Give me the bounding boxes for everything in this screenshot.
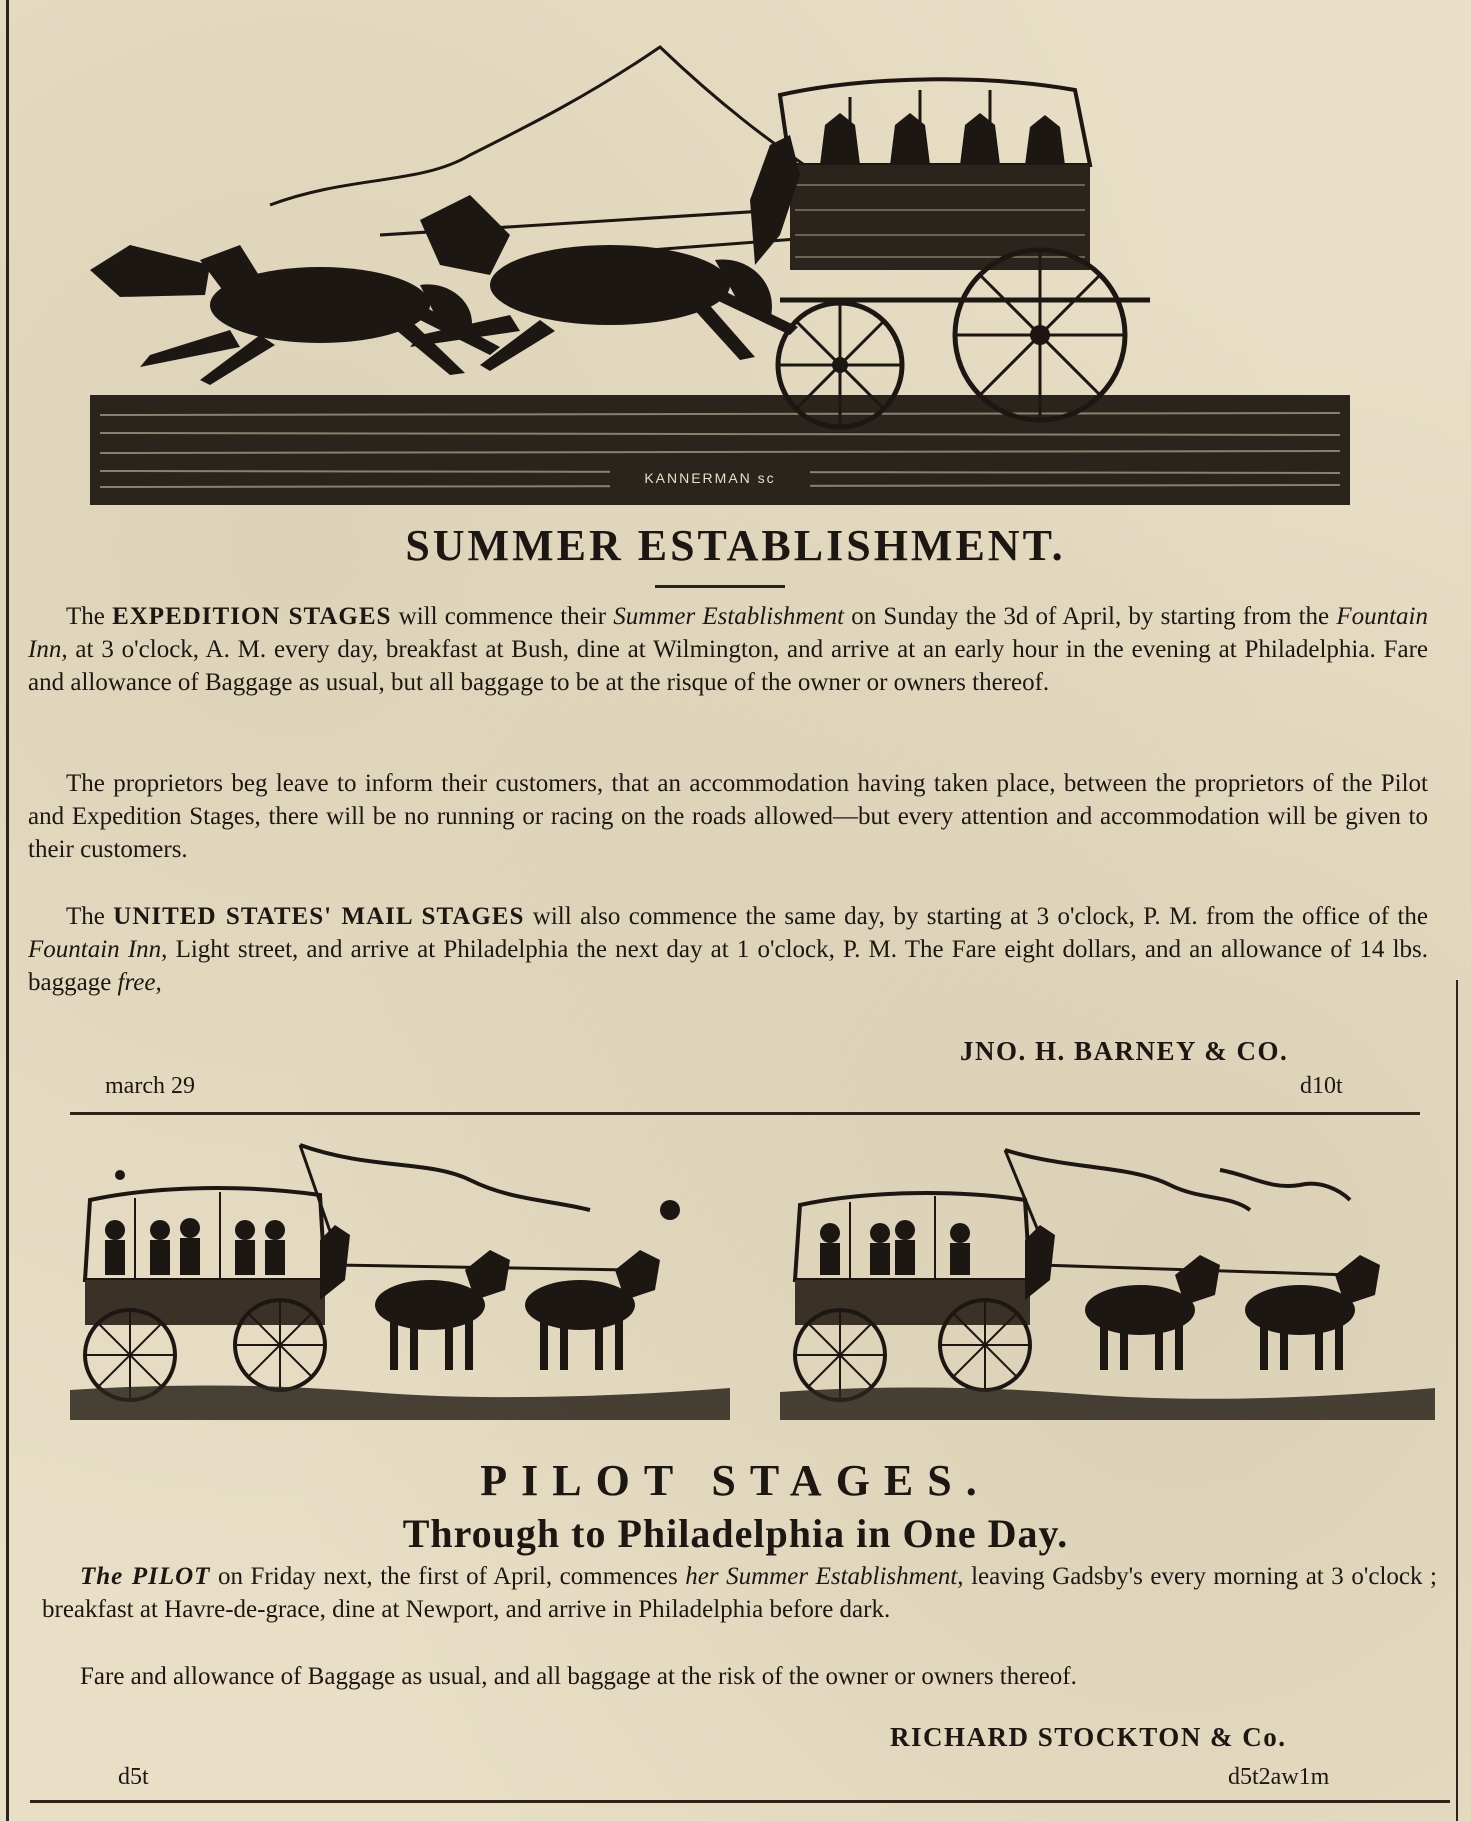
text-run: will also commence the same day, by starting at 3 o'clock, P. M. from the office of the <box>524 903 1428 930</box>
headline-pilot-stages: PILOT STAGES. <box>480 1456 991 1505</box>
ad2-paragraph-1 <box>42 1560 1437 1626</box>
bottom-rule <box>30 1800 1450 1803</box>
text-run-mail-stages: UNITED STATES' MAIL STAGES <box>113 903 525 930</box>
ad1-paragraph-2: The proprietors beg leave to inform their customers, that an accommodation having taken place, between the proprietors of the Pilot and Expedition Stages, there will be no running or racing on the roads allowed—but every attention and accommodation will be given to their customers. <box>28 770 1428 863</box>
text-run: The <box>66 903 114 930</box>
ad2-code-right: d5t2aw1m <box>1228 1764 1330 1790</box>
text-run-summer-establishment: Summer Establishment <box>613 603 845 630</box>
headline-summer-establishment: SUMMER ESTABLISHMENT. <box>405 521 1066 570</box>
stagecoach-woodcut-right <box>780 1130 1440 1430</box>
text-run-the-pilot: The PILOT <box>80 1563 211 1590</box>
column-rule-right <box>1456 980 1458 1821</box>
engraver-mark: KANNERMAN sc <box>644 470 776 486</box>
ad1-date: march 29 <box>105 1073 195 1099</box>
text-run-free: free, <box>117 969 162 996</box>
text-run: , leaving Gadsby's every morning at 3 o'clock ; breakfast at Havre-de-grace, dine at Newport, and arrive in Philadelphia before dark. <box>42 1563 1437 1623</box>
ad1-signature: JNO. H. BARNEY & CO. <box>960 1036 1289 1066</box>
text-run-summer-establishment: her Summer Establishment <box>685 1563 958 1590</box>
text-run: , Light street, and arrive at Philadelphia the next day at 1 o'clock, P. M. The Fare eight dollars, and an allowance of 14 lbs. baggage <box>28 936 1428 996</box>
stagecoach-woodcut-large <box>90 35 1350 510</box>
text-run-fountain-inn: Fountain Inn <box>28 936 162 963</box>
title-rule <box>655 585 785 588</box>
text-run: at 3 o'clock, A. M. every day, breakfast at Bush, dine at Wilmington, and arrive at an early hour in the evening at Philadelphia. Fare and allowance of Baggage as usual, but all baggage to be at the risque of the owner or owners thereof. <box>28 636 1428 696</box>
stagecoach-woodcut-left <box>70 1130 740 1430</box>
ad2-signature: RICHARD STOCKTON & Co. <box>890 1722 1287 1752</box>
ad-separator-rule <box>70 1112 1420 1115</box>
ad2-paragraph-2: Fare and allowance of Baggage as usual, and all baggage at the risk of the owner or owners thereof. <box>80 1663 1077 1690</box>
text-run-fountain-inn: Fountain Inn, <box>28 603 1429 663</box>
ad1-paragraph-1 <box>28 600 1428 699</box>
text-run: The <box>66 603 113 630</box>
ad1-paragraph-3 <box>28 900 1428 999</box>
subheadline-one-day: Through to Philadelphia in One Day. <box>402 1511 1069 1556</box>
text-run: on Friday next, the first of April, commences <box>210 1563 686 1590</box>
text-run: will commence their <box>391 603 614 630</box>
ad1-code: d10t <box>1300 1073 1343 1099</box>
ad2-code-left: d5t <box>118 1764 149 1790</box>
text-run-expedition-stages: EXPEDITION STAGES <box>112 603 392 630</box>
text-run: on Sunday the 3d of April, by starting from the <box>844 603 1337 630</box>
